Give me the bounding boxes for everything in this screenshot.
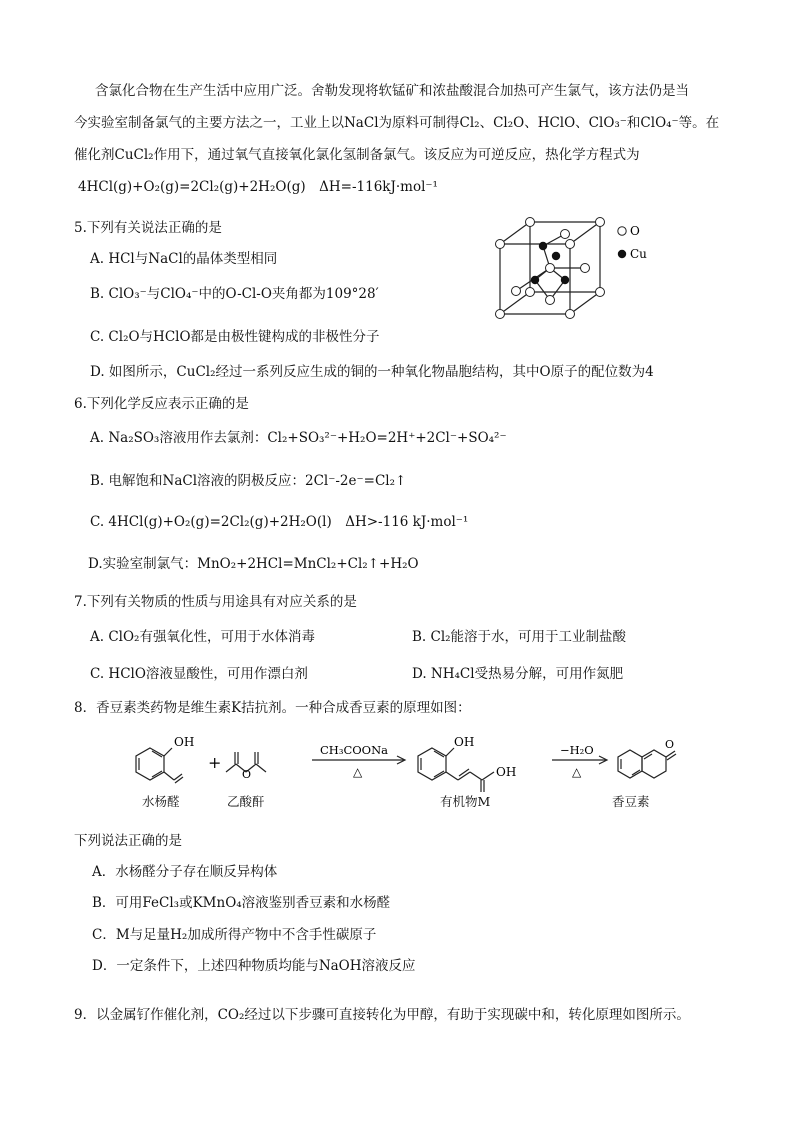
q9-stem: 9．以金属钌作催化剂，CO₂经过以下步骤可直接转化为甲醇，有助于实现碳中和，转化原理如图所示。 bbox=[74, 1007, 690, 1023]
heat-symbol-1: △ bbox=[353, 765, 363, 779]
q8-stem: 8．香豆素类药物是维生素K拮抗剂。一种合成香豆素的原理如图： bbox=[74, 700, 471, 716]
crystal-cell-figure bbox=[488, 214, 658, 324]
q7-option-b: B. Cl₂能溶于水，可用于工业制盐酸 bbox=[412, 629, 627, 645]
legend-o: O bbox=[630, 224, 640, 238]
o-label-2: O bbox=[665, 738, 675, 751]
label-salicylaldehyde: 水杨醛 bbox=[142, 794, 180, 809]
q8-option-c: C．M与足量H₂加成所得产物中不含手性碳原子 bbox=[92, 927, 377, 943]
q6-option-c: C. 4HCl(g)+O₂(g)=2Cl₂(g)+2H₂O(l) ΔH>-116 kJ·mol⁻¹ bbox=[90, 514, 469, 530]
q5-option-d: D. 如图所示，CuCl₂经过一系列反应生成的铜的一种氧化物晶胞结构，其中O原子的配位数为4 bbox=[90, 364, 654, 380]
label-compound-m: 有机物M bbox=[440, 794, 491, 809]
o-label-1: O bbox=[242, 768, 252, 781]
label-coumarin: 香豆素 bbox=[612, 794, 650, 809]
q8-option-d: D．一定条件下，上述四种物质均能与NaOH溶液反应 bbox=[92, 958, 416, 974]
oh-label-2: OH bbox=[454, 735, 475, 749]
q8-prompt: 下列说法正确的是 bbox=[74, 833, 182, 849]
coumarin-reaction-scheme bbox=[120, 726, 680, 816]
heat-symbol-2: △ bbox=[572, 765, 582, 779]
reagent-minus-water: −H₂O bbox=[560, 743, 594, 757]
plus-sign: + bbox=[208, 753, 222, 772]
q7-stem: 7.下列有关物质的性质与用途具有对应关系的是 bbox=[74, 594, 357, 610]
q5-option-a: A. HCl与NaCl的晶体类型相同 bbox=[90, 251, 278, 267]
oh-label-1: OH bbox=[174, 735, 195, 749]
intro-line-3: 催化剂CuCl₂作用下，通过氧气直接氧化氯化氢制备氯气。该反应为可逆反应，热化学方程式为 bbox=[74, 147, 640, 163]
q7-option-c: C. HClO溶液显酸性，可用作漂白剂 bbox=[90, 666, 308, 682]
q6-option-a: A. Na₂SO₃溶液用作去氯剂：Cl₂+SO₃²⁻+H₂O=2H⁺+2Cl⁻+SO₄²⁻ bbox=[90, 430, 507, 446]
q6-option-b: B. 电解饱和NaCl溶液的阴极反应：2Cl⁻-2e⁻=Cl₂↑ bbox=[90, 473, 407, 489]
q6-stem: 6.下列化学反应表示正确的是 bbox=[74, 396, 249, 412]
q5-option-c: C. Cl₂O与HClO都是由极性键构成的非极性分子 bbox=[90, 329, 380, 345]
q6-option-d: D.实验室制氯气：MnO₂+2HCl=MnCl₂+Cl₂↑+H₂O bbox=[88, 556, 419, 572]
q7-option-a: A. ClO₂有强氧化性，可用于水体消毒 bbox=[90, 629, 315, 645]
intro-line-1: 含氯化合物在生产生活中应用广泛。舍勒发现将软锰矿和浓盐酸混合加热可产生氯气，该方法仍是当 bbox=[95, 83, 689, 99]
intro-equation: 4HCl(g)+O₂(g)=2Cl₂(g)+2H₂O(g) ΔH=-116kJ·mol⁻¹ bbox=[78, 179, 438, 195]
q8-option-b: B．可用FeCl₃或KMnO₄溶液鉴别香豆素和水杨醛 bbox=[92, 895, 391, 911]
reagent-ch3coona: CH₃COONa bbox=[320, 743, 389, 757]
legend-cu: Cu bbox=[630, 247, 647, 261]
intro-line-2: 今实验室制备氯气的主要方法之一，工业上以NaCl为原料可制得Cl₂、Cl₂O、HClO、ClO₃⁻和ClO₄⁻等。在 bbox=[74, 115, 720, 131]
label-acetic-anhydride: 乙酸酐 bbox=[227, 794, 265, 809]
oh-label-3: OH bbox=[496, 765, 517, 779]
q5-stem: 5.下列有关说法正确的是 bbox=[74, 220, 222, 236]
q7-option-d: D. NH₄Cl受热易分解，可用作氮肥 bbox=[412, 666, 624, 682]
q5-option-b: B. ClO₃⁻与ClO₄⁻中的O-Cl-O夹角都为109°28′ bbox=[90, 286, 379, 302]
q8-option-a: A．水杨醛分子存在顺反异构体 bbox=[92, 864, 278, 880]
